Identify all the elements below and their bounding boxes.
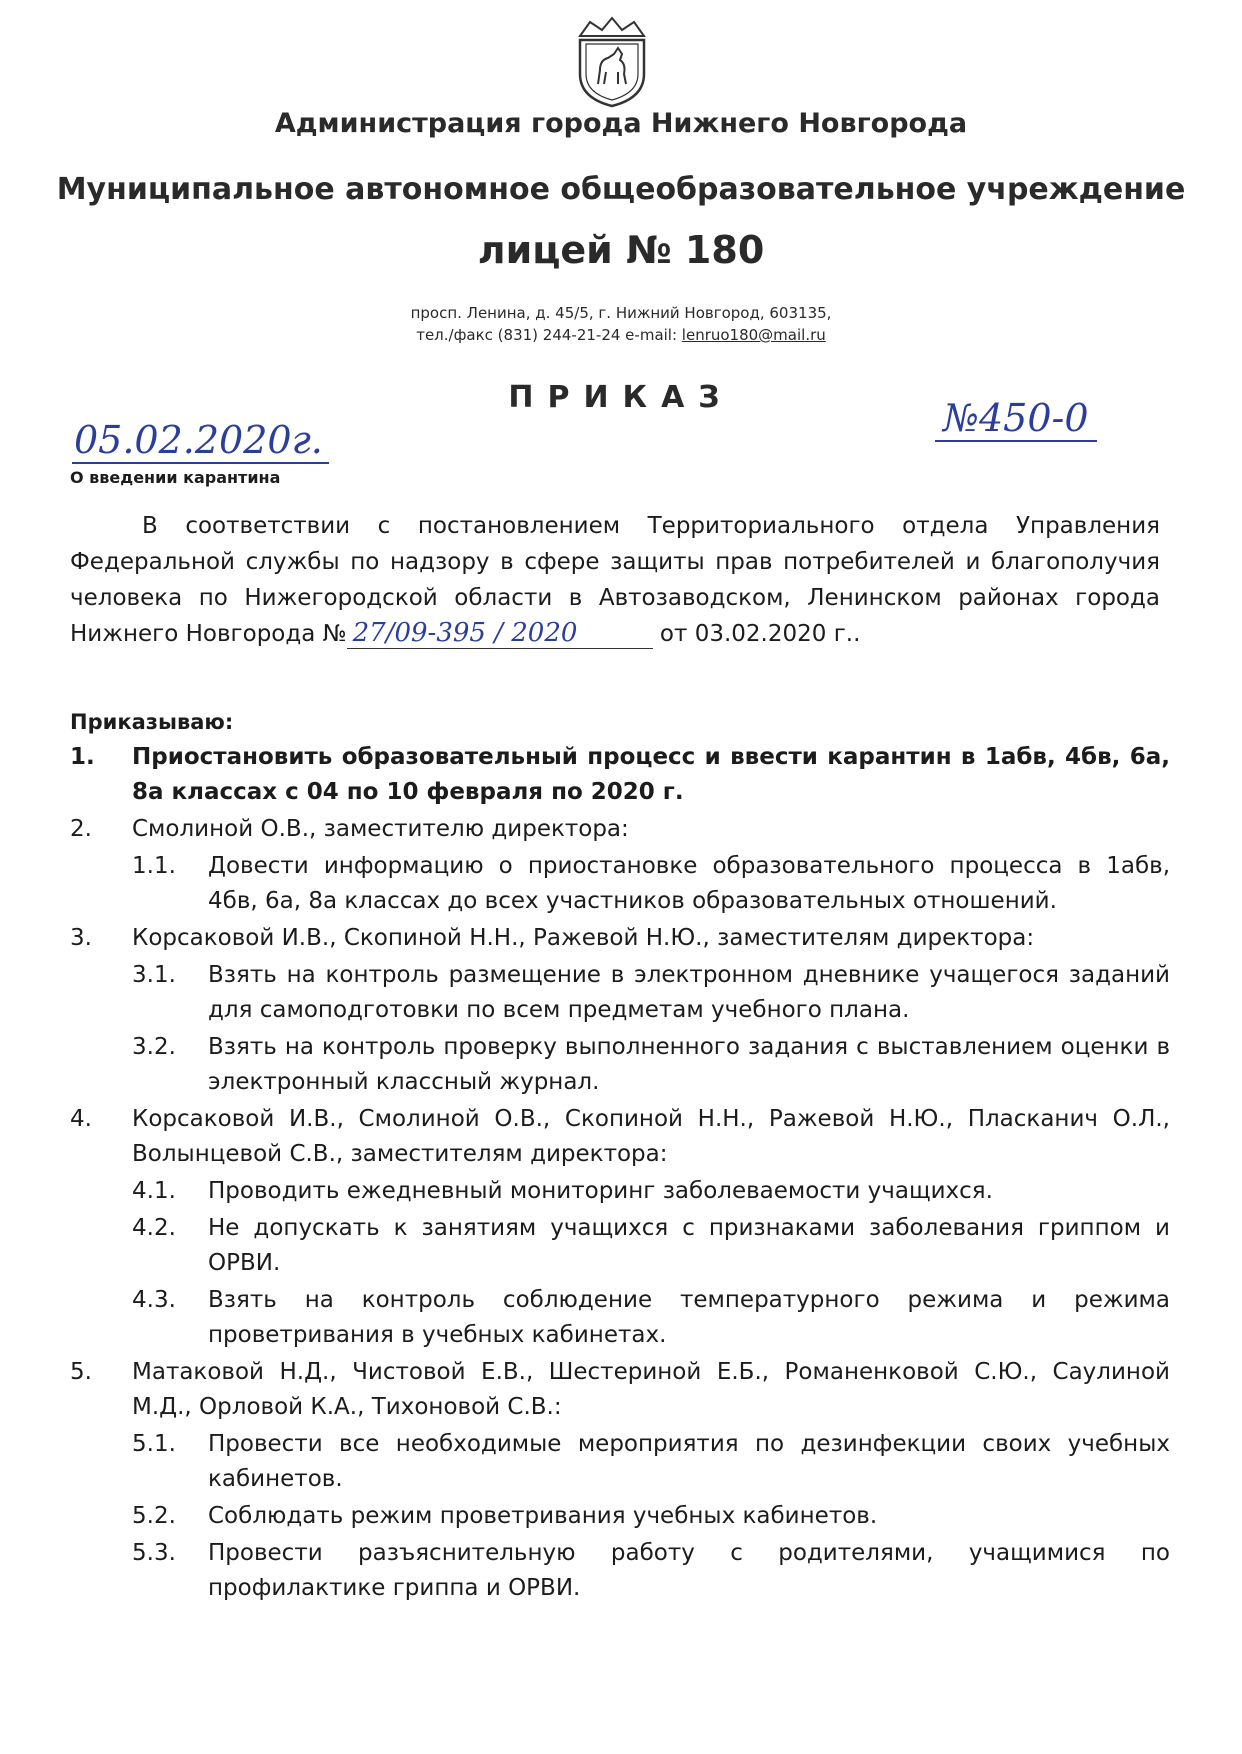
order-item [70,921,1170,956]
administration-name: Администрация города Нижнего Новгорода [274,108,968,139]
handwritten-date: 05.02.2020г. [72,418,329,464]
order-subject: О введении карантина [70,468,281,487]
item-number: 5. [70,1359,92,1385]
item-text: Приостановить образовательный процесс и ввести карантин в 1абв, 4бв, 6а, 8а классах с 04 по 10 февраля по 2020 г. [132,744,1170,805]
order-subitem [132,1174,1170,1209]
email-link[interactable]: lenruo180@mail.ru [681,326,826,344]
preamble-text: В соответствии с постановлением Территориального отдела Управления Федеральной службы по надзору в сфере защиты прав потребителей и благополучия человека по Нижегородской области в Автозаводском, Ленинском районах города Нижнего Новгорода № [70,513,1160,647]
subitem-text: Соблюдать режим проветривания учебных кабинетов. [208,1503,878,1529]
item-number: 2. [70,816,92,842]
subitem-number: 5.1. [132,1431,176,1457]
subitem-text: Взять на контроль проверку выполненного задания с выставлением оценки в электронный классный журнал. [208,1034,1170,1095]
item-number: 1. [70,744,95,770]
order-subitem [132,1536,1170,1606]
coat-of-arms-icon [570,14,654,110]
subitem-number: 1.1. [132,853,176,879]
preamble-paragraph [70,508,1160,652]
item-text: Корсаковой И.В., Смолиной О.В., Скопиной Н.Н., Ражевой Н.Ю., Пласканич О.Л., Волынцевой С.В., заместителям директора: [132,1106,1170,1167]
item-number: 3. [70,925,92,951]
order-item [70,812,1170,847]
order-subitem [132,1283,1170,1353]
subitem-number: 4.2. [132,1215,176,1241]
subitem-text: Проводить ежедневный мониторинг заболеваемости учащихся. [208,1178,993,1204]
subitem-text: Довести информацию о приостановке образовательного процесса в 1абв, 4бв, 6а, 8а классах до всех участников образовательных отношений. [208,853,1170,914]
order-subitem [132,958,1170,1028]
item-text: Корсаковой И.В., Скопиной Н.Н., Ражевой Н.Ю., заместителям директора: [132,925,1035,951]
address-block [0,302,1242,346]
item-text: Матаковой Н.Д., Чистовой Е.В., Шестериной Е.Б., Романенковой С.Ю., Саулиной М.Д., Орловой К.А., Тихоновой С.В.: [132,1359,1170,1420]
order-item [70,1102,1170,1172]
institution-name: Муниципальное автономное общеобразовательное учреждение [56,172,1186,207]
order-subitem [132,1030,1170,1100]
subitem-number: 5.2. [132,1503,176,1529]
subitem-text: Провести все необходимые мероприятия по дезинфекции своих учебных кабинетов. [208,1431,1170,1492]
order-subitem [132,1211,1170,1281]
subitem-text: Взять на контроль размещение в электронном дневнике учащегося заданий для самоподготовки по всем предметам учебного плана. [208,962,1170,1023]
subitem-number: 5.3. [132,1540,176,1566]
subitem-number: 3.2. [132,1034,176,1060]
order-item [70,740,1170,810]
subitem-text: Не допускать к занятиям учащихся с признаками заболевания гриппом и ОРВИ. [208,1215,1170,1276]
order-item [70,1355,1170,1425]
order-subitem [132,849,1170,919]
order-subitem [132,1499,1170,1534]
preamble-date-text: от 03.02.2020 г.. [652,621,861,647]
subitem-text: Провести разъяснительную работу с родителями, учащимися по профилактике гриппа и ОРВИ. [208,1540,1170,1601]
item-text: Смолиной О.В., заместителю директора: [132,816,629,842]
handwritten-reference: 27/09-395 / 2020 [347,618,653,649]
subitem-number: 4.1. [132,1178,176,1204]
item-number: 4. [70,1106,92,1132]
subitem-number: 3.1. [132,962,176,988]
order-title: ПРИКАЗ [508,380,734,415]
order-subitem [132,1427,1170,1497]
contact-line [0,324,1242,346]
handwritten-order-number: №450-0 [935,396,1097,442]
subitem-number: 4.3. [132,1287,176,1313]
phone-text: тел./факс (831) 244-21-24 e-mail: [416,326,682,344]
order-items-list [70,740,1170,1608]
lyceum-name: лицей № 180 [477,228,765,272]
subitem-text: Взять на контроль соблюдение температурного режима и режима проветривания в учебных кабинетах. [208,1287,1170,1348]
orders-heading: Приказываю: [70,710,234,734]
address-line: просп. Ленина, д. 45/5, г. Нижний Новгород, 603135, [410,304,832,322]
